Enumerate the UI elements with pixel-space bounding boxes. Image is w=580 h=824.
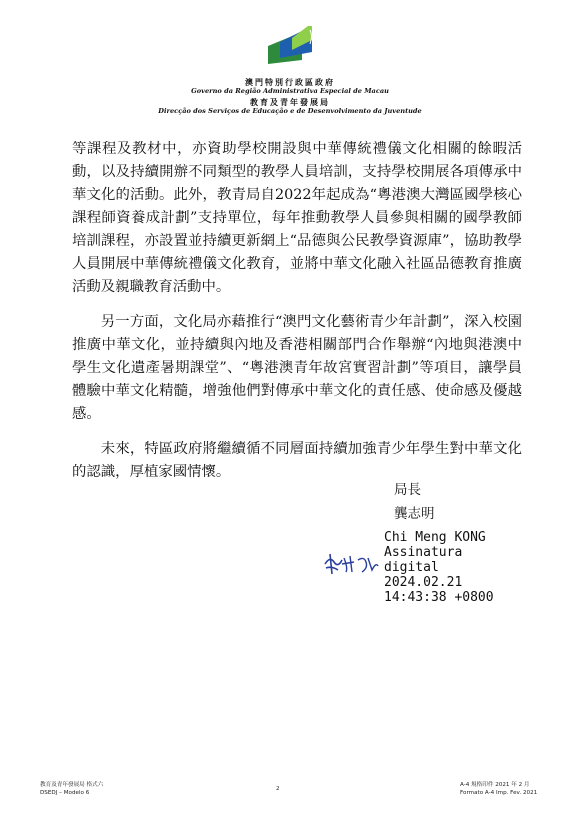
signatory-title: 局長 bbox=[394, 482, 421, 498]
digital-signature-line: 14:43:38 +0800 bbox=[384, 590, 494, 605]
page-number: 2 bbox=[276, 786, 280, 792]
digital-signature-line: 2024.02.21 bbox=[384, 575, 463, 590]
letter-body bbox=[72, 138, 522, 496]
footer-left bbox=[40, 781, 103, 797]
header-government-pt: Governo da Região Administrativa Especial de Macau bbox=[191, 87, 389, 95]
digital-signature-line: Assinatura bbox=[384, 545, 463, 560]
body-paragraph-3: 未來，特區政府將繼續循不同層面持續加強青少年學生對中華文化的認識，厚植家國情懷。 bbox=[72, 441, 522, 480]
footer-form-pt: DSEDJ – Modelo 6 bbox=[40, 790, 90, 796]
footer-format-pt: Formato A-4 Imp. Fev. 2021 bbox=[460, 790, 538, 796]
digital-signature-line: Chi Meng KONG bbox=[384, 530, 486, 545]
macau-sar-emblem-logo bbox=[262, 22, 318, 66]
footer-format-cn: A-4 規格印件 2021 年 2 月 bbox=[460, 782, 530, 788]
footer-form-cn: 教育及青年發展局 格式六 bbox=[40, 782, 104, 788]
digital-signature-block bbox=[384, 530, 494, 605]
handwritten-signature bbox=[322, 550, 380, 580]
header-department-cn: 教育及青年發展局 bbox=[250, 97, 330, 107]
header-government-cn: 澳門特別行政區政府 bbox=[245, 77, 335, 87]
footer-right bbox=[460, 781, 537, 797]
signatory-name: 龔志明 bbox=[394, 506, 435, 522]
header-department-pt: Direcção dos Serviços de Educação e de Desenvolvimento da Juventude bbox=[158, 107, 422, 115]
body-paragraph-1: 等課程及教材中，亦資助學校開設與中華傳統禮儀文化相關的餘暇活動，以及持續開辦不同類型的教學人員培訓，支持學校開展各項傳承中華文化的活動。此外，教青局自2022年起成為“粵港澳大灣區國學核心課程師資養成計劃”支持單位，每年推動教學人員參與相關的國學教師培訓課程，亦設置並持續更新網上“品德與公民教學資源庫”，協助教學人員開展中華傳統禮儀文化教育，並將中華文化融入社區品德教育推廣活動及親職教育活動中。 bbox=[72, 141, 522, 295]
digital-signature-line: digital bbox=[384, 560, 439, 575]
body-paragraph-2: 另一方面，文化局亦藉推行“澳門文化藝術青少年計劃”，深入校園推廣中華文化，並持續與內地及香港相關部門合作舉辦“內地與港澳中學生文化遺產暑期課堂”、“粵港澳青年故宮實習計劃”等項目，讓學員體驗中華文化精髓，增強他們對傳承中華文化的責任感、使命感及優越感。 bbox=[72, 314, 522, 422]
